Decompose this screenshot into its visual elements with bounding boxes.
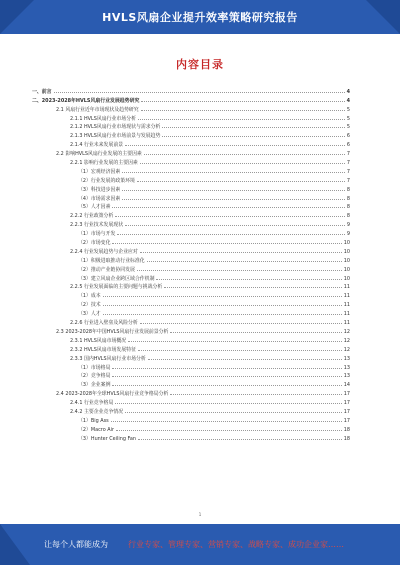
toc-entry-label: （4）市场需求因素: [78, 195, 121, 202]
table-of-contents: [32, 86, 350, 442]
toc-entry[interactable]: [32, 166, 350, 175]
toc-entry[interactable]: [32, 371, 350, 380]
toc-entry[interactable]: [32, 86, 350, 95]
toc-leader-dots: [103, 295, 342, 297]
toc-leader-dots: [115, 402, 341, 404]
toc-entry[interactable]: [32, 122, 350, 131]
toc-entry-page: 6: [346, 133, 350, 140]
toc-entry-page: 5: [346, 106, 350, 113]
toc-entry[interactable]: [32, 433, 350, 442]
toc-entry[interactable]: [32, 308, 350, 317]
toc-leader-dots: [116, 429, 342, 431]
toc-entry-page: 12: [343, 328, 350, 335]
toc-leader-dots: [147, 260, 342, 262]
toc-entry[interactable]: [32, 237, 350, 246]
header-banner: [0, 0, 400, 34]
toc-entry-label: 2.4 2023-2028年全球HVLS风扇行业竞争格局分析: [56, 391, 169, 398]
toc-entry-page: 14: [343, 382, 350, 389]
toc-entry[interactable]: [32, 379, 350, 388]
toc-leader-dots: [144, 153, 345, 155]
toc-entry-label: 2.2.4 行业发展趋势与企业应对: [70, 248, 138, 255]
toc-entry-label: （2）Macro Air: [78, 426, 114, 433]
toc-entry[interactable]: [32, 202, 350, 211]
toc-entry-page: 10: [343, 257, 350, 264]
toc-leader-dots: [148, 358, 342, 360]
toc-leader-dots: [112, 375, 341, 377]
footer-slogan-left: 让每个人都能成为: [44, 540, 108, 549]
toc-entry-label: （2）行业发展的政策环境: [78, 177, 135, 184]
toc-entry-page: 11: [343, 320, 350, 327]
toc-leader-dots: [140, 251, 342, 253]
toc-entry-label: （1）宏观经济因素: [78, 168, 121, 175]
toc-entry-label: （3）建立风扇企业跨区域合作机制: [78, 275, 155, 282]
toc-entry-label: 2.2.2 行业政策分析: [70, 213, 114, 220]
toc-entry-page: 11: [343, 284, 350, 291]
toc-entry[interactable]: [32, 299, 350, 308]
toc-entry-page: 10: [343, 266, 350, 273]
toc-entry-label: 2.4.2 主要企业竞争情况: [70, 408, 124, 415]
toc-entry[interactable]: [32, 317, 350, 326]
toc-entry-page: 7: [346, 160, 350, 167]
toc-entry-page: 17: [343, 400, 350, 407]
toc-entry[interactable]: [32, 130, 350, 139]
toc-leader-dots: [138, 438, 342, 440]
toc-entry-page: 8: [346, 195, 350, 202]
toc-entry[interactable]: [32, 219, 350, 228]
toc-heading: 内容目录: [176, 58, 224, 71]
toc-entry-label: 2.2.6 行业进入壁垒及风险分析: [70, 320, 138, 327]
toc-leader-dots: [162, 135, 344, 137]
toc-leader-dots: [141, 109, 345, 111]
toc-entry-label: （1）市场格局: [78, 364, 111, 371]
toc-leader-dots: [103, 304, 342, 306]
toc-entry[interactable]: [32, 326, 350, 335]
toc-entry-page: 10: [343, 275, 350, 282]
toc-leader-dots: [112, 367, 341, 369]
footer-slogan-right: 行业专家、管理专家、营销专家、战略专家、成功企业家……: [128, 540, 344, 549]
toc-entry-page: 8: [346, 204, 350, 211]
toc-entry-label: 一、前言: [32, 88, 52, 95]
toc-entry-page: 13: [343, 355, 350, 362]
toc-leader-dots: [138, 118, 345, 120]
toc-entry-page: 7: [346, 151, 350, 158]
toc-entry[interactable]: [32, 397, 350, 406]
toc-entry-label: （1）市场与开发: [78, 231, 116, 238]
toc-entry-label: 2.2.3 行业技术发展现状: [70, 222, 124, 229]
toc-entry-page: 7: [346, 168, 350, 175]
toc-leader-dots: [112, 242, 341, 244]
toc-entry-page: 10: [343, 248, 350, 255]
toc-entry-label: 2.2.5 行业发展面临的主要问题与挑战分析: [70, 284, 163, 291]
toc-entry-page: 18: [343, 435, 350, 442]
toc-entry-page: 12: [343, 346, 350, 353]
toc-entry-label: （2）市场变化: [78, 240, 111, 247]
toc-entry-label: 2.1.4 行业未来发展前景: [70, 142, 124, 149]
page-number: 1: [198, 512, 202, 517]
toc-entry-page: 5: [346, 124, 350, 131]
toc-entry-page: 8: [346, 186, 350, 193]
toc-entry-page: 12: [343, 337, 350, 344]
toc-entry-label: 2.2.1 影响行业发展的主要因素: [70, 160, 138, 167]
toc-entry[interactable]: [32, 290, 350, 299]
toc-entry-page: 13: [343, 364, 350, 371]
footer-banner: [0, 524, 400, 565]
toc-entry[interactable]: [32, 157, 350, 166]
toc-entry-page: 11: [343, 293, 350, 300]
toc-leader-dots: [115, 215, 345, 217]
toc-leader-dots: [111, 420, 342, 422]
toc-entry-page: 5: [346, 115, 350, 122]
toc-leader-dots: [137, 180, 345, 182]
toc-entry-page: 11: [343, 302, 350, 309]
toc-entry[interactable]: [32, 139, 350, 148]
toc-entry-page: 10: [343, 240, 350, 247]
toc-leader-dots: [125, 144, 345, 146]
toc-entry-page: 4: [346, 97, 350, 104]
toc-entry[interactable]: [32, 175, 350, 184]
toc-entry[interactable]: [32, 246, 350, 255]
toc-entry[interactable]: [32, 184, 350, 193]
toc-leader-dots: [125, 224, 345, 226]
toc-entry-page: 17: [343, 408, 350, 415]
toc-entry-label: 2.3.1 HVLS风扇市场概况: [70, 337, 127, 344]
toc-entry-page: 6: [346, 142, 350, 149]
toc-entry[interactable]: [32, 255, 350, 264]
toc-entry-label: 2.3 2023-2028年中国HVLS风扇行业发展前景分析: [56, 328, 169, 335]
toc-entry-label: （3）人才: [78, 311, 101, 318]
toc-entry[interactable]: [32, 424, 350, 433]
toc-entry-page: 4: [346, 88, 350, 95]
toc-entry-page: 18: [343, 426, 350, 433]
toc-entry-label: （5）人才因素: [78, 204, 111, 211]
toc-entry-label: （3）Hunter Ceiling Fan: [78, 435, 136, 442]
toc-entry-page: 17: [343, 391, 350, 398]
toc-leader-dots: [128, 340, 342, 342]
toc-leader-dots: [140, 162, 345, 164]
toc-leader-dots: [122, 189, 345, 191]
toc-entry-label: （1）成本: [78, 293, 101, 300]
toc-entry-page: 11: [343, 311, 350, 318]
toc-entry-page: 17: [343, 417, 350, 424]
toc-leader-dots: [125, 411, 342, 413]
toc-leader-dots: [103, 313, 342, 315]
toc-entry-label: （2）竞争格局: [78, 373, 111, 380]
toc-leader-dots: [141, 100, 344, 102]
toc-leader-dots: [122, 171, 345, 173]
toc-entry-label: 二、2023-2028年HVLS风扇行业发展趋势研究: [32, 97, 140, 104]
toc-entry-page: 8: [346, 213, 350, 220]
toc-entry[interactable]: [32, 388, 350, 397]
toc-entry[interactable]: [32, 228, 350, 237]
toc-entry-page: 9: [346, 222, 350, 229]
toc-entry-page: 7: [346, 177, 350, 184]
toc-leader-dots: [156, 278, 341, 280]
footer-decoration: [0, 524, 30, 565]
toc-entry-page: 9: [346, 231, 350, 238]
toc-entry-label: 2.1.1 HVLS风扇行业市场分析: [70, 115, 136, 122]
report-title: HVLS风扇企业提升效率策略研究报告: [102, 11, 298, 24]
toc-leader-dots: [170, 331, 341, 333]
toc-leader-dots: [112, 384, 341, 386]
toc-entry-label: 2.2 影响HVLS风扇行业发展的主要因素: [56, 151, 142, 158]
toc-entry-label: （1）Big Ass: [78, 417, 109, 424]
toc-entry[interactable]: [32, 353, 350, 362]
toc-entry-label: 2.1.3 HVLS风扇行业市场前景与发展趋势: [70, 133, 161, 140]
toc-entry-label: 2.3.2 HVLS风扇市场发展特征: [70, 346, 136, 353]
toc-entry[interactable]: [32, 210, 350, 219]
toc-entry-label: 2.1 风扇行业近年市场现状及趋势研究: [56, 106, 139, 113]
toc-leader-dots: [162, 126, 344, 128]
toc-entry-label: 2.4.1 行业竞争格局: [70, 400, 114, 407]
toc-entry-label: 2.1.2 HVLS风扇行业市场现状与需求分析: [70, 124, 161, 131]
toc-entry[interactable]: [32, 193, 350, 202]
toc-entry[interactable]: [32, 344, 350, 353]
toc-entry-label: （2）技术: [78, 302, 101, 309]
toc-leader-dots: [140, 322, 342, 324]
toc-entry[interactable]: [32, 282, 350, 291]
toc-entry[interactable]: [32, 113, 350, 122]
toc-entry[interactable]: [32, 362, 350, 371]
toc-leader-dots: [137, 269, 342, 271]
toc-entry-label: （3）科技进步因素: [78, 186, 121, 193]
toc-entry-label: （3）企业案例: [78, 382, 111, 389]
toc-leader-dots: [122, 198, 345, 200]
toc-entry[interactable]: [32, 406, 350, 415]
toc-entry[interactable]: [32, 264, 350, 273]
toc-leader-dots: [112, 206, 344, 208]
toc-entry[interactable]: [32, 95, 350, 104]
toc-entry[interactable]: [32, 104, 350, 113]
toc-entry-page: 13: [343, 373, 350, 380]
toc-leader-dots: [54, 91, 345, 93]
toc-entry[interactable]: [32, 148, 350, 157]
toc-entry[interactable]: [32, 415, 350, 424]
toc-entry[interactable]: [32, 273, 350, 282]
toc-leader-dots: [138, 349, 342, 351]
toc-leader-dots: [164, 286, 342, 288]
toc-leader-dots: [117, 233, 345, 235]
toc-entry-label: 2.3.3 国内HVLS风扇行业市场分析: [70, 355, 146, 362]
toc-entry-label: （2）推动产业链协同发展: [78, 266, 135, 273]
toc-entry-label: （1）积极进取推动行业标准化: [78, 257, 145, 264]
toc-leader-dots: [170, 393, 341, 395]
toc-entry[interactable]: [32, 335, 350, 344]
